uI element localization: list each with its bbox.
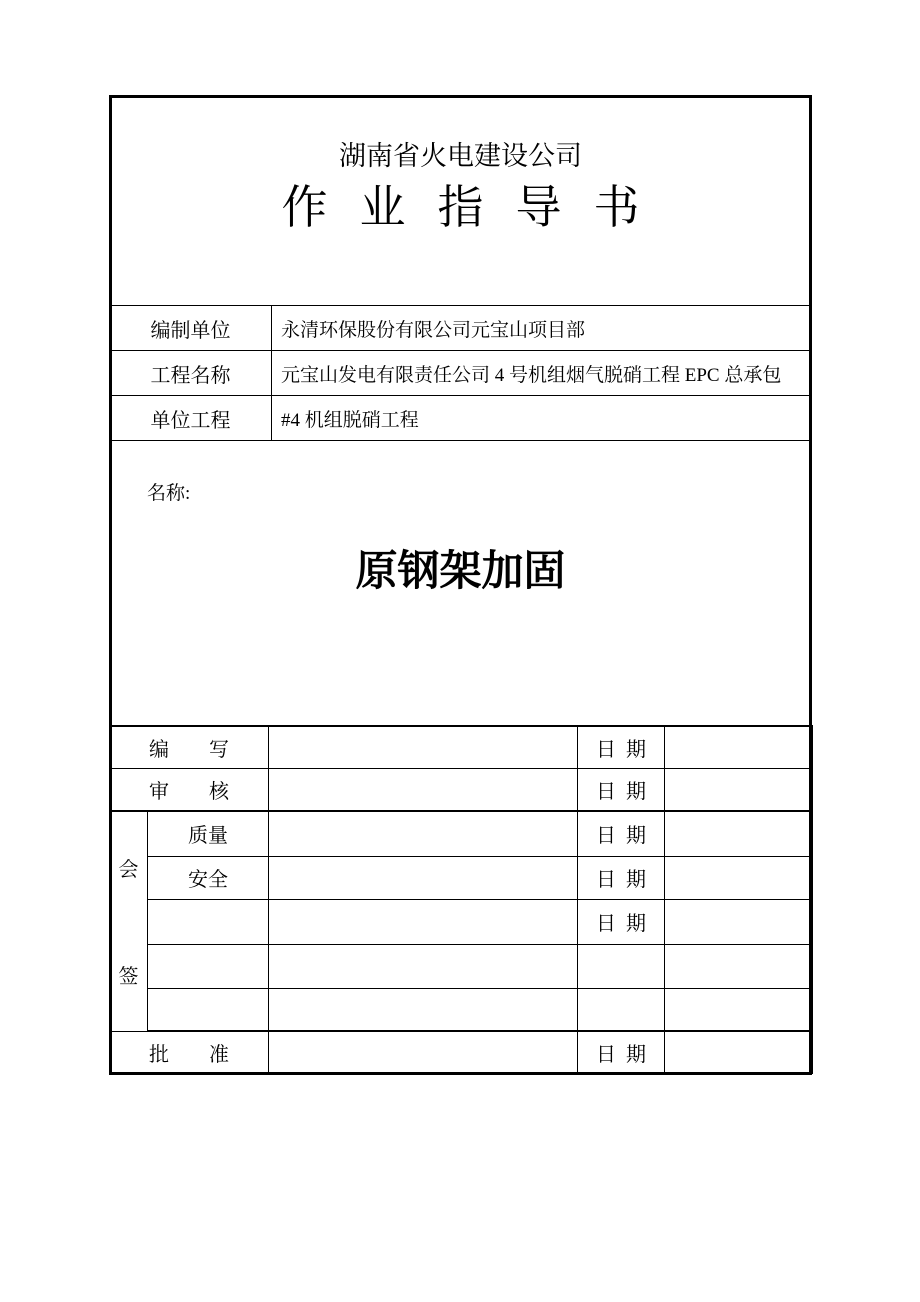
countersign-char: 会 [118, 859, 139, 882]
signoff-row [110, 944, 813, 988]
signature-cell [269, 1031, 578, 1073]
name-label: 名称: [147, 483, 191, 504]
date-value-cell [665, 768, 813, 811]
date-label-cell: 日 期 [578, 811, 665, 856]
signoff-row [110, 988, 813, 1031]
info-value-cell: #4 机组脱硝工程 [272, 396, 812, 441]
countersign-label [111, 814, 146, 1028]
date-value-cell [665, 726, 813, 768]
signature-cell [269, 944, 578, 988]
info-value-cell: 永清环保股份有限公司元宝山项目部 [272, 306, 812, 351]
role-label-cell [148, 899, 269, 944]
company-name: 湖南省火电建设公司 [339, 141, 582, 171]
info-label-cell: 编制单位 [110, 306, 272, 351]
signoff-row [110, 726, 813, 768]
date-value-cell [665, 811, 813, 856]
role-label-cell: 安全 [148, 856, 269, 899]
info-row [110, 351, 812, 396]
date-value-cell [665, 988, 813, 1031]
countersign-char: 签 [118, 966, 139, 989]
date-value-cell [665, 899, 813, 944]
doc-title-wrap [109, 178, 812, 238]
info-row [110, 306, 812, 351]
date-label-cell [578, 988, 665, 1031]
signoff-row [110, 856, 813, 899]
date-label-cell: 日 期 [578, 1031, 665, 1073]
signoff-row [110, 899, 813, 944]
info-table [109, 305, 812, 441]
role-label-cell: 审 核 [110, 768, 269, 811]
signature-cell [269, 811, 578, 856]
signature-cell [269, 768, 578, 811]
date-value-cell [665, 1031, 813, 1073]
signoff-row [110, 1031, 813, 1073]
signature-cell [269, 988, 578, 1031]
role-label-cell [148, 944, 269, 988]
date-value-cell [665, 856, 813, 899]
date-label-cell: 日 期 [578, 856, 665, 899]
signature-cell [269, 726, 578, 768]
countersign-cell [110, 811, 148, 1031]
work-title: 原钢架加固 [355, 549, 566, 595]
date-label-cell: 日 期 [578, 768, 665, 811]
date-label-cell [578, 944, 665, 988]
role-label-cell [148, 988, 269, 1031]
signoff-row [110, 811, 813, 856]
role-label-cell: 批 准 [110, 1031, 269, 1073]
info-row [110, 396, 812, 441]
role-label-cell: 编 写 [110, 726, 269, 768]
signoff-table [109, 725, 813, 1074]
info-label-cell: 工程名称 [110, 351, 272, 396]
signature-cell [269, 899, 578, 944]
signoff-row [110, 768, 813, 811]
doc-type-title: 作业指导书 [281, 182, 672, 233]
info-label-cell: 单位工程 [110, 396, 272, 441]
role-label-cell: 质量 [148, 811, 269, 856]
info-value-cell: 元宝山发电有限责任公司 4 号机组烟气脱硝工程 EPC 总承包 [272, 351, 812, 396]
date-label-cell: 日 期 [578, 899, 665, 944]
date-value-cell [665, 944, 813, 988]
date-label-cell: 日 期 [578, 726, 665, 768]
signature-cell [269, 856, 578, 899]
